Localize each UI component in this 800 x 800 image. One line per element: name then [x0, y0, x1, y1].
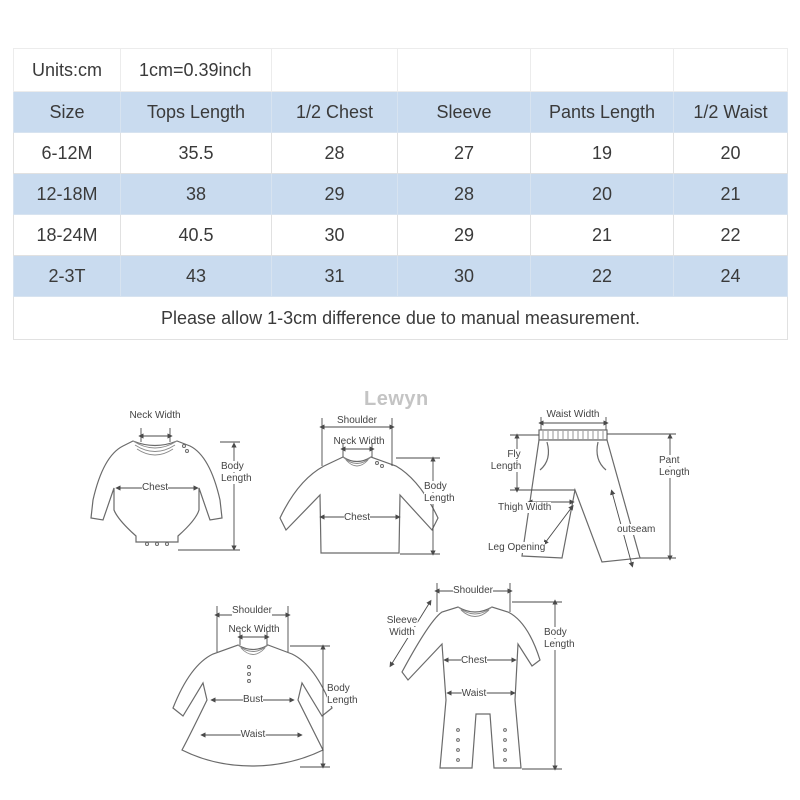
header-cell: 1/2 Waist: [674, 92, 788, 133]
table-cell: 22: [531, 256, 674, 297]
label-body-length: Body: [424, 481, 447, 492]
table-cell: 21: [674, 174, 788, 215]
table-cell: 20: [674, 133, 788, 174]
table-cell: 30: [272, 215, 398, 256]
label-body-length-2: Length: [327, 695, 358, 706]
label-shoulder: Shoulder: [336, 415, 378, 426]
table-cell: 2-3T: [14, 256, 121, 297]
header-cell: Tops Length: [121, 92, 272, 133]
label-body-length: Body: [544, 627, 567, 638]
label-chest: Chest: [141, 482, 169, 493]
label-thigh-width: Thigh Width: [498, 502, 552, 513]
label-neck-width: Neck Width: [228, 624, 280, 635]
table-cell: 35.5: [121, 133, 272, 174]
table-cell: 27: [398, 133, 531, 174]
label-waist: Waist: [240, 729, 266, 740]
label-neck-width: Neck Width: [129, 410, 181, 421]
header-cell: 1/2 Chest: [272, 92, 398, 133]
label-chest: Chest: [460, 655, 488, 666]
label-sleeve-width: Sleeve: [386, 615, 418, 626]
label-body-length: Body: [327, 683, 350, 694]
label-body-length-2: Length: [544, 639, 575, 650]
table-cell: 18-24M: [14, 215, 121, 256]
table-cell: 28: [398, 174, 531, 215]
table-cell: 21: [531, 215, 674, 256]
table-row: [14, 133, 788, 174]
units-row: [14, 49, 788, 92]
table-cell: 6-12M: [14, 133, 121, 174]
label-neck-width: Neck Width: [333, 436, 385, 447]
table-cell: 31: [272, 256, 398, 297]
table-cell: 43: [121, 256, 272, 297]
header-cell: Sleeve: [398, 92, 531, 133]
table-cell: 40.5: [121, 215, 272, 256]
label-fly-length-2: Length: [490, 461, 522, 472]
label-outseam: outseam: [617, 524, 656, 535]
label-waist-width: Waist Width: [546, 409, 600, 420]
label-sleeve-width-2: Width: [389, 627, 415, 638]
table-row: [14, 174, 788, 215]
note-row: [14, 297, 788, 340]
table-cell: 20: [531, 174, 674, 215]
table-cell: 12-18M: [14, 174, 121, 215]
label-shoulder: Shoulder: [231, 605, 273, 616]
watermark-text: Lewyn: [364, 388, 429, 410]
table-cell: 19: [531, 133, 674, 174]
label-pant-length: Pant: [659, 455, 680, 466]
header-cell: Size: [14, 92, 121, 133]
size-chart-table: [13, 48, 788, 340]
label-shoulder: Shoulder: [452, 585, 494, 596]
label-fly-length: Fly: [507, 449, 521, 460]
table-cell: 22: [674, 215, 788, 256]
garment-illustrations: [0, 360, 800, 800]
table-row: [14, 215, 788, 256]
label-pant-length-2: Length: [659, 467, 690, 478]
table-cell: 29: [272, 174, 398, 215]
label-body-length-2: Length: [424, 493, 455, 504]
header-cell: Pants Length: [531, 92, 674, 133]
table-cell: 28: [272, 133, 398, 174]
label-waist: Waist: [461, 688, 487, 699]
romper-illustration: [391, 583, 562, 769]
label-body-length: Body: [221, 461, 244, 472]
units-label: Units:cm: [14, 49, 121, 92]
conversion-label: 1cm=0.39inch: [121, 49, 272, 92]
label-bust: Bust: [242, 694, 264, 705]
measurement-note: Please allow 1-3cm difference due to manual measurement.: [14, 297, 788, 340]
header-row: [14, 92, 788, 133]
table-cell: 24: [674, 256, 788, 297]
label-chest: Chest: [343, 512, 371, 523]
label-body-length-2: Length: [221, 473, 252, 484]
measurement-diagrams: [0, 360, 800, 800]
table-cell: 38: [121, 174, 272, 215]
label-leg-opening: Leg Opening: [488, 542, 546, 553]
table-row: [14, 256, 788, 297]
table-cell: 29: [398, 215, 531, 256]
table-cell: 30: [398, 256, 531, 297]
